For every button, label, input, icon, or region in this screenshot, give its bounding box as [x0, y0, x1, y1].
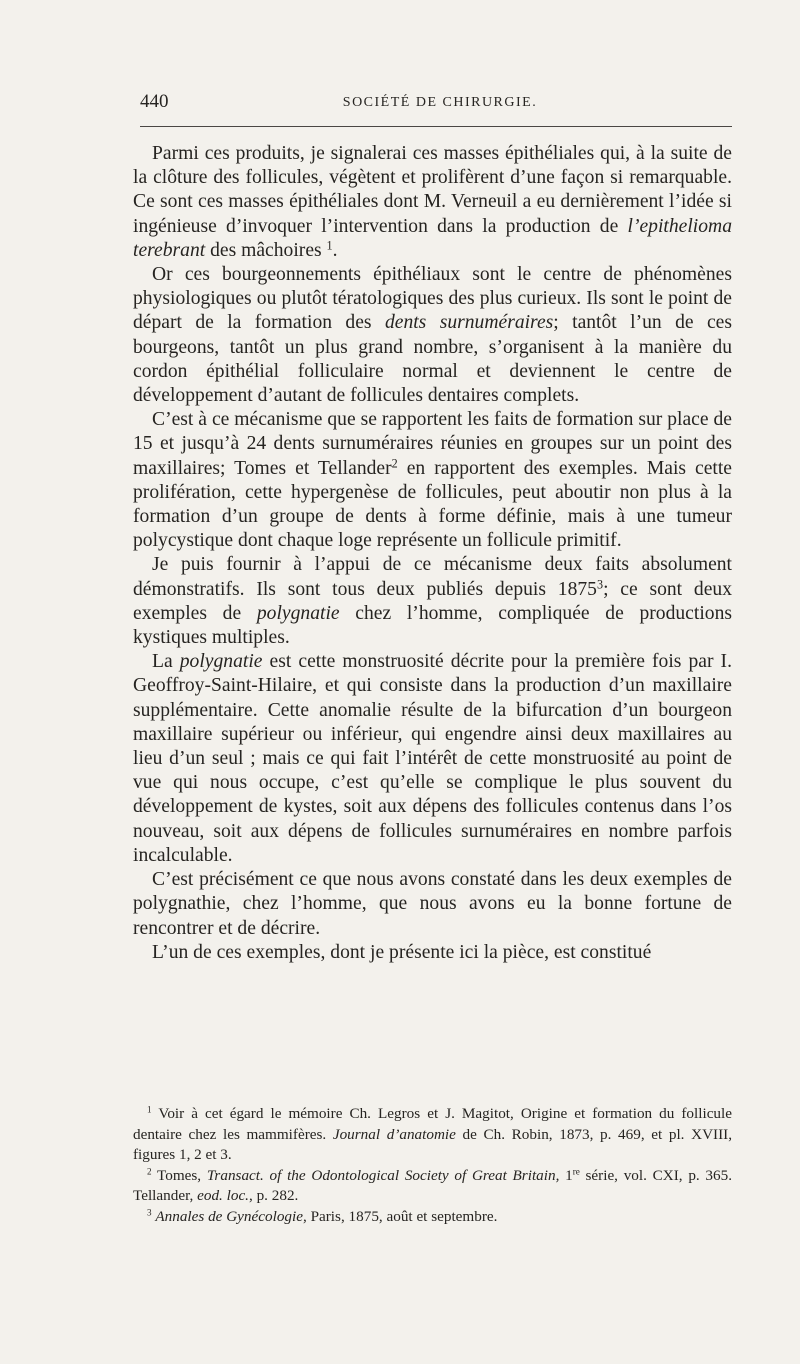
paragraph-6: C’est précisément ce que nous avons constaté dans les deux exemples de polygnathie, chez l’homme, que nous avons eu la bonne fortune de rencontrer et de décrire.	[133, 869, 732, 939]
paragraph-7: L’un de ces exemples, dont je présente ici la pièce, est constitué	[152, 941, 652, 963]
paragraph-1: Parmi ces produits, je signalerai ces masses épithéliales qui, à la suite de la clôture des follicules, végètent et prolifèrent d’une façon si remarquable. Ce sont ces masses épithéliales dont M. Verneuil a eu dernièrement l’idée si ingénieuse d’invoquer l’intervention dans la production de l’epithelioma terebrant des mâchoires $^1$.	[133, 143, 732, 261]
footnotes	[133, 1104, 732, 1228]
body-text	[133, 142, 732, 965]
page-number: 440	[140, 91, 169, 112]
footnote-2: $^2$ Tomes, Transact. of the Odontological Society of Great Britain, 1re série, vol. CXI, p. 365. Tellander, eod. loc., p. 282.	[133, 1166, 733, 1205]
paragraph-4: Je puis fournir à l’appui de ce mécanisme deux faits absolument démonstratifs. Ils sont tous deux publiés depuis 1875$^3$; ce sont deux exemples de polygnatie chez l’homme, compliquée de productions kystiques multiples.	[133, 554, 732, 649]
page-header	[140, 91, 732, 115]
footnote-1: $^1$ Voir à cet égard le mémoire Ch. Legros et J. Magitot, Origine et formation du follicule dentaire chez les mammifères. Journal d’anatomie de Ch. Robin, 1873, p. 469, et pl. XVIII, figures 1, 2 et 3.	[133, 1104, 733, 1164]
footnote-ref-2: 2	[391, 455, 398, 470]
paragraph-2: Or ces bourgeonnements épithéliaux sont le centre de phénomènes physiologiques ou plutôt tératologiques des plus curieux. Ils sont le point de départ de la formation des dents surnuméraires; tantôt l’un de ces bourgeons, tantôt un plus grand nombre, s’organisent à la manière du cordon épithélial folliculaire normal et deviennent le centre de développement d’autant de follicules dentaires complets.	[133, 264, 732, 407]
running-title: SOCIÉTÉ DE CHIRURGIE.	[342, 95, 538, 110]
header-rule	[140, 126, 732, 127]
paragraph-5: La polygnatie est cette monstruosité décrite pour la première fois par I. Geoffroy-Saint-Hilaire, et qui consiste dans la production d’un maxillaire supplémentaire. Cette anomalie résulte de la bifurcation d’un bourgeon maxillaire supérieur ou inférieur, qui engendre ainsi deux maxillaires au lieu d’un seul ; mais ce qui fait l’intérêt de cette monstruosité au point de vue qui nous occupe, c’est qu’elle se complique le plus souvent du développement de kystes, soit aux dépens des follicules contenus dans l’os nouveau, soit aux dépens de follicules surnuméraires en nombre parfois incalculable.	[133, 651, 732, 866]
footnote-ref-3: 3	[596, 576, 604, 591]
footnote-ref-1: 1	[326, 238, 333, 253]
paragraph-3: C’est à ce mécanisme que se rapportent les faits de formation sur place de 15 et jusqu’à 24 dents surnuméraires réunies en groupes sur un point des maxillaires; Tomes et Tellander$^2$ en rapportent des exemples. Mais cette prolifération, cette hypergenèse de follicules, peut aboutir non plus à la formation d’un groupe de dents à forme définie, mais à une tumeur polycystique dont chaque loge représente un follicule primitif.	[133, 409, 733, 552]
footnote-3: $^3$ Annales de Gynécologie, Paris, 1875, août et septembre.	[147, 1207, 498, 1225]
